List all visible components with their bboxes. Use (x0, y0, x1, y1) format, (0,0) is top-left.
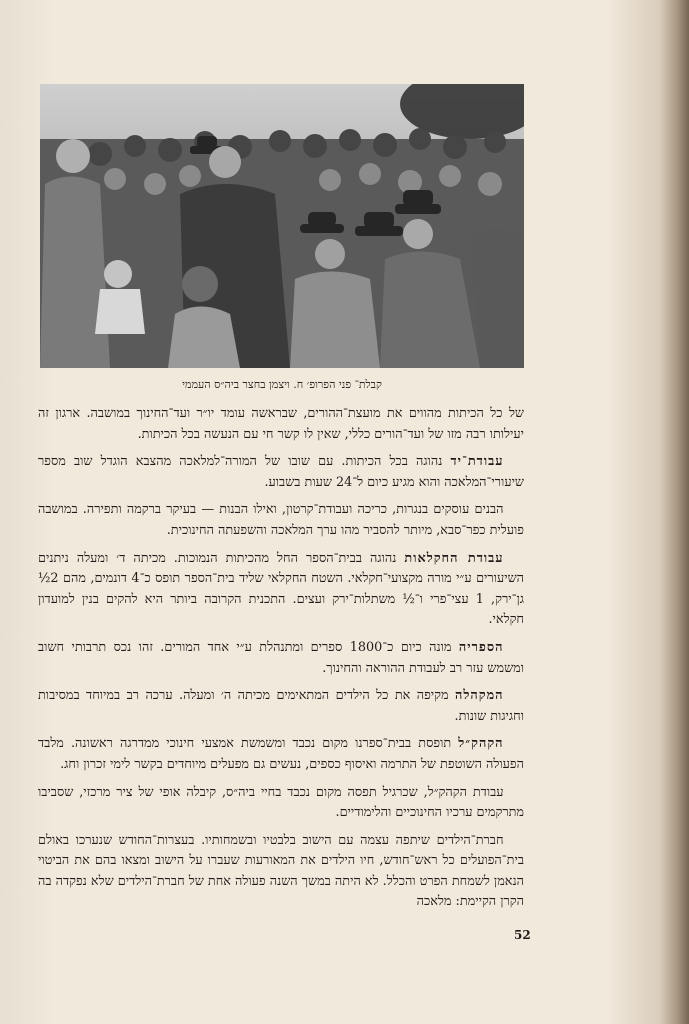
paragraph-text: הבנים עוסקים בנגרות, כריכה ועבודת־קרטון, ואילו הבנות — בעיקר ברקמה ותפירה. במושבה פועלית כפר־סבא, מיותר להסביר מהו ערך המלאכה והשפעתה החינוכית. (38, 502, 524, 538)
paragraph-text: מקיפה את כל הילדים המתאימים מכיתה ה׳ ומעלה. ערכה רב במיוחד במסיבות וחגיגות שונות. (38, 688, 524, 724)
paragraph (38, 831, 524, 913)
paragraph-text: של כל הכיתות מהווים את מועצת־ההורים, שבראשה עומד יו״ר ועד־החינוך במושבה. ארגון זה יעילותו רבה מזו של ועד־הורים כללי, שאין לו קשר חי עם הנעשה בכל הכיתות. (38, 406, 524, 442)
paragraph (38, 686, 524, 727)
book-spine-shadow (659, 0, 689, 1024)
paragraph (38, 452, 524, 493)
paragraph-text: נהוגה בבית־הספר החל מהכיתות הנמוכות. מכיתה ד׳ ומעלה ניתנים השיעורים ע״י מורה מקצועי־חקלאי. השטח החקלאי שליד בית־הספר תופס כ־4 דונמים, מהם 2½ גן־ירק, 1 עצי־פרי ו־½ משתלות־ירק ועצים. התכנית הקרובה ביותר היא להקים בנין למועדון חקלאי. (38, 550, 525, 628)
paragraph-text: תופסת בבית־ספרנו מקום נכבד ומשמשת אמצעי חינוכי ממדרגה ראשונה. מלבד הפעולה השוטפת של התרמה ואיסוף כספים, נעשים גם מפעלים מיוחדים בקשר לימי זכרון וחג. (38, 736, 524, 772)
paragraph-lead: עבודת־יד (450, 454, 504, 470)
crowd-photograph (40, 84, 524, 368)
paragraph-lead: המקהלה (455, 688, 504, 704)
paragraph-text: חברת־הילדים שיתפה עצמה עם הישוב בלבטיו ובשמחותיו. בעצרות־החודש שנערכו באולם בית־הפועלים כל ראש־חודש, חיו הילדים את המאורעות שעברו על הישוב ומצאו בהם את הביטוי הנאמן לשמחת הפרט והכלל. לא היתה במשך השנה פעולה אחת של חברת־הילדים שלא נפקדה בה הקרן הקיימת: מלאכה (38, 832, 524, 910)
paragraph (38, 783, 524, 824)
paragraph (38, 734, 524, 775)
page-number: 52 (514, 928, 531, 942)
paragraph (38, 549, 524, 631)
paragraph-lead: עבודת החקלאות (404, 550, 504, 566)
photo-caption: קבלת־ פני הפרופ׳ ח. ויצמן בחצר ביה״ס העממי (182, 378, 382, 391)
paragraph-text: מונה כיום כ־1800 ספרים ומתנהלת ע״י אחד המורים. זהו נכס תרבותי חשוב ומשמש עזר רב לעבודת ההוראה והחינוך. (38, 639, 524, 676)
paragraph (38, 638, 524, 679)
paragraph (38, 404, 524, 445)
paragraph-text: עבודת הקהק״ל, שכרגיל תפסה מקום נכבד בחיי ביה״ס, קיבלה אופי של ציר מרכזי, שסביבו מתרקמים ערכיו החינוכיים והלימודיים. (38, 784, 524, 821)
article-body (38, 404, 524, 920)
paragraph-lead: הספריה (458, 639, 504, 655)
paragraph-lead: הקהק״ל (458, 736, 504, 752)
photo-illustration (40, 84, 524, 368)
paragraph-text: נהוגה בכל הכיתות. עם שובו של המורה־למלאכה מהצבא הוגדל שוב מספר שיעורי־המלאכה והוא מגיע כיום ל־24 שעות בשבוע. (38, 454, 524, 490)
paragraph (38, 500, 524, 541)
